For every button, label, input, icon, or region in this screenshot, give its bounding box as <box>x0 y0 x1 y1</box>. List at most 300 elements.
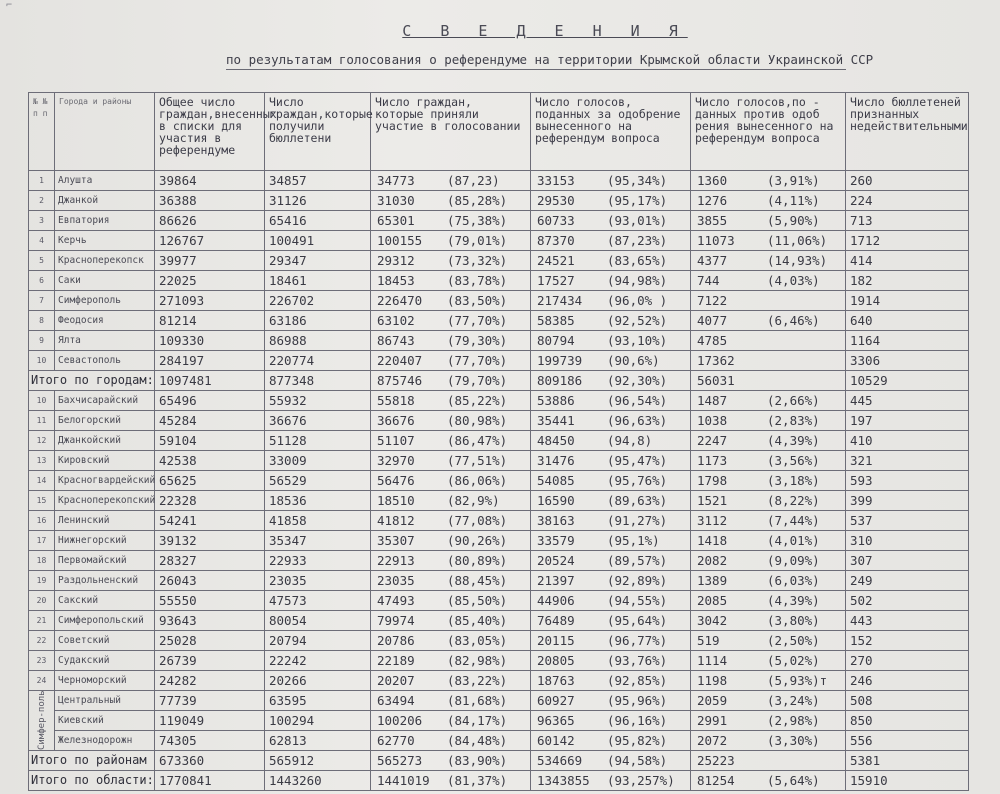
voted-percent: (86,47%) <box>447 433 508 448</box>
voted <box>371 571 531 591</box>
votes-against-percent: (2,66%) <box>767 393 820 408</box>
votes-against <box>691 291 846 311</box>
voted <box>371 211 531 231</box>
voted <box>371 631 531 651</box>
votes-against <box>691 631 846 651</box>
invalid-ballots: 15910 <box>846 771 969 791</box>
votes-against-percent: (5,90%) <box>767 213 820 228</box>
total-citizens: 39977 <box>155 251 265 271</box>
row-number: 14 <box>29 471 55 491</box>
votes-against-value: 81254 <box>697 773 735 788</box>
votes-for <box>531 211 691 231</box>
total-citizens: 74305 <box>155 731 265 751</box>
votes-against-percent: (9,09%) <box>767 553 820 568</box>
cities-total-row <box>29 371 969 391</box>
row-name: Джанкой <box>55 191 155 211</box>
votes-against-value: 1173 <box>697 453 728 468</box>
voted <box>371 731 531 751</box>
votes-for-percent: (92,89%) <box>607 573 668 588</box>
votes-against-percent: (11,06%) <box>767 233 828 248</box>
votes-against-value: 1198 <box>697 673 728 688</box>
total-citizens: 28327 <box>155 551 265 571</box>
votes-for <box>531 271 691 291</box>
votes-for-value: 20805 <box>537 653 575 668</box>
invalid-ballots: 443 <box>846 611 969 631</box>
ballots-received: 51128 <box>265 431 371 451</box>
votes-for <box>531 311 691 331</box>
district-row <box>29 471 969 491</box>
votes-for-value: 33579 <box>537 533 575 548</box>
district-row <box>29 511 969 531</box>
invalid-ballots: 537 <box>846 511 969 531</box>
votes-for <box>531 571 691 591</box>
votes-for-percent: (92,52%) <box>607 313 668 328</box>
voted <box>371 591 531 611</box>
votes-against <box>691 311 846 331</box>
votes-against <box>691 371 846 391</box>
voted-percent: (77,08%) <box>447 513 508 528</box>
votes-for <box>531 371 691 391</box>
votes-against-percent: (3,18%) <box>767 473 820 488</box>
city-row <box>29 231 969 251</box>
invalid-ballots: 713 <box>846 211 969 231</box>
voted-percent: (83,90%) <box>447 753 508 768</box>
votes-for-value: 96365 <box>537 713 575 728</box>
row-number: 10 <box>29 351 55 371</box>
col-number-header: № № п п <box>29 93 55 171</box>
voted-percent: (79,70%) <box>447 373 508 388</box>
invalid-ballots: 399 <box>846 491 969 511</box>
row-number: 13 <box>29 451 55 471</box>
votes-against <box>691 171 846 191</box>
voted-percent: (79,01%) <box>447 233 508 248</box>
votes-against-value: 2059 <box>697 693 728 708</box>
ballots-received: 20794 <box>265 631 371 651</box>
ballots-received: 18536 <box>265 491 371 511</box>
ballots-received: 34857 <box>265 171 371 191</box>
invalid-ballots: 414 <box>846 251 969 271</box>
votes-against <box>691 731 846 751</box>
voted <box>371 311 531 331</box>
voted-value: 226470 <box>377 293 423 308</box>
col-voted-header: Число граждан, которые приняли участие в голосовании <box>371 93 531 171</box>
votes-against-percent: (3,80%) <box>767 613 820 628</box>
region-total-row <box>29 771 969 791</box>
votes-for-percent: (95,82%) <box>607 733 668 748</box>
total-citizens: 673360 <box>155 751 265 771</box>
votes-against <box>691 431 846 451</box>
row-name: Раздольненский <box>55 571 155 591</box>
votes-against-value: 1389 <box>697 573 728 588</box>
voted <box>371 651 531 671</box>
votes-for <box>531 651 691 671</box>
total-citizens: 77739 <box>155 691 265 711</box>
votes-for-value: 24521 <box>537 253 575 268</box>
votes-for-percent: (87,23%) <box>607 233 668 248</box>
ballots-received: 65416 <box>265 211 371 231</box>
votes-against-value: 1360 <box>697 173 728 188</box>
ballots-received: 18461 <box>265 271 371 291</box>
total-citizens: 1770841 <box>155 771 265 791</box>
total-citizens: 93643 <box>155 611 265 631</box>
total-citizens: 45284 <box>155 411 265 431</box>
ballots-received: 877348 <box>265 371 371 391</box>
votes-against-percent: (8,22%) <box>767 493 820 508</box>
corner-mark: ⌐ <box>6 0 13 11</box>
votes-for-percent: (95,47%) <box>607 453 668 468</box>
voted-percent: (86,06%) <box>447 473 508 488</box>
voted-value: 18453 <box>377 273 415 288</box>
votes-against <box>691 531 846 551</box>
total-label: Итого по области: <box>29 771 155 791</box>
votes-for-percent: (93,10%) <box>607 333 668 348</box>
voted-percent: (83,22%) <box>447 673 508 688</box>
votes-against-value: 744 <box>697 273 720 288</box>
votes-for <box>531 751 691 771</box>
total-citizens: 1097481 <box>155 371 265 391</box>
voted <box>371 671 531 691</box>
votes-for-percent: (94,58%) <box>607 753 668 768</box>
voted <box>371 171 531 191</box>
voted-percent: (75,38%) <box>447 213 508 228</box>
votes-for <box>531 471 691 491</box>
votes-for <box>531 451 691 471</box>
votes-against-value: 1798 <box>697 473 728 488</box>
row-name: Керчь <box>55 231 155 251</box>
ballots-received: 23035 <box>265 571 371 591</box>
invalid-ballots: 307 <box>846 551 969 571</box>
total-citizens: 284197 <box>155 351 265 371</box>
row-name: Нижнегорский <box>55 531 155 551</box>
voted <box>371 611 531 631</box>
ballots-received: 100491 <box>265 231 371 251</box>
votes-against-value: 2072 <box>697 733 728 748</box>
votes-against-value: 1114 <box>697 653 728 668</box>
votes-against <box>691 671 846 691</box>
ballots-received: 41858 <box>265 511 371 531</box>
votes-for <box>531 231 691 251</box>
ballots-received: 33009 <box>265 451 371 471</box>
voted <box>371 371 531 391</box>
row-name: Ленинский <box>55 511 155 531</box>
invalid-ballots: 502 <box>846 591 969 611</box>
voted <box>371 771 531 791</box>
votes-against-percent: (4,39%) <box>767 433 820 448</box>
voted-value: 41812 <box>377 513 415 528</box>
row-name: Евпатория <box>55 211 155 231</box>
votes-against-percent: (3,91%) <box>767 173 820 188</box>
votes-against-value: 2991 <box>697 713 728 728</box>
ballots-received: 63186 <box>265 311 371 331</box>
votes-for-value: 1343855 <box>537 773 590 788</box>
row-number: 3 <box>29 211 55 231</box>
votes-for <box>531 611 691 631</box>
row-number: 11 <box>29 411 55 431</box>
total-citizens: 119049 <box>155 711 265 731</box>
invalid-ballots: 321 <box>846 451 969 471</box>
voted <box>371 471 531 491</box>
row-name: Первомайский <box>55 551 155 571</box>
results-table <box>28 92 969 791</box>
ballots-received: 47573 <box>265 591 371 611</box>
invalid-ballots: 152 <box>846 631 969 651</box>
district-row <box>29 731 969 751</box>
votes-against-value: 2082 <box>697 553 728 568</box>
city-row <box>29 291 969 311</box>
votes-against-percent: (4,01%) <box>767 533 820 548</box>
ballots-received: 36676 <box>265 411 371 431</box>
votes-against <box>691 231 846 251</box>
votes-for-value: 38163 <box>537 513 575 528</box>
votes-for-percent: (93,01%) <box>607 213 668 228</box>
ballots-received: 1443260 <box>265 771 371 791</box>
voted-percent: (80,98%) <box>447 413 508 428</box>
voted-value: 22913 <box>377 553 415 568</box>
ballots-received: 63595 <box>265 691 371 711</box>
voted-value: 35307 <box>377 533 415 548</box>
votes-for-value: 17527 <box>537 273 575 288</box>
votes-against-percent: (5,93%)т <box>767 673 828 688</box>
votes-against-percent: (14,93%) <box>767 253 828 268</box>
row-number: 22 <box>29 631 55 651</box>
voted-value: 86743 <box>377 333 415 348</box>
invalid-ballots: 593 <box>846 471 969 491</box>
invalid-ballots: 556 <box>846 731 969 751</box>
votes-for <box>531 291 691 311</box>
row-name: Белогорский <box>55 411 155 431</box>
votes-for-percent: (96,63%) <box>607 413 668 428</box>
city-row <box>29 271 969 291</box>
votes-for-value: 60733 <box>537 213 575 228</box>
voted-value: 565273 <box>377 753 423 768</box>
invalid-ballots: 3306 <box>846 351 969 371</box>
votes-against-value: 1418 <box>697 533 728 548</box>
voted-value: 29312 <box>377 253 415 268</box>
votes-against <box>691 551 846 571</box>
votes-against-value: 1276 <box>697 193 728 208</box>
votes-against <box>691 571 846 591</box>
votes-for-percent: (95,64%) <box>607 613 668 628</box>
votes-against-value: 4077 <box>697 313 728 328</box>
votes-against <box>691 351 846 371</box>
row-name: Киевский <box>55 711 155 731</box>
votes-against <box>691 471 846 491</box>
ballots-received: 22242 <box>265 651 371 671</box>
votes-against-percent: (4,03%) <box>767 273 820 288</box>
votes-against <box>691 211 846 231</box>
votes-against <box>691 751 846 771</box>
city-row <box>29 171 969 191</box>
votes-against-value: 3112 <box>697 513 728 528</box>
votes-for-percent: (95,34%) <box>607 173 668 188</box>
voted <box>371 711 531 731</box>
votes-for <box>531 171 691 191</box>
invalid-ballots: 224 <box>846 191 969 211</box>
invalid-ballots: 445 <box>846 391 969 411</box>
voted-value: 1441019 <box>377 773 430 788</box>
voted-value: 32970 <box>377 453 415 468</box>
votes-for-value: 48450 <box>537 433 575 448</box>
row-number: 10 <box>29 391 55 411</box>
voted <box>371 271 531 291</box>
ballots-received: 226702 <box>265 291 371 311</box>
votes-for-value: 87370 <box>537 233 575 248</box>
votes-for-percent: (89,57%) <box>607 553 668 568</box>
total-citizens: 55550 <box>155 591 265 611</box>
votes-against-percent: (5,02%) <box>767 653 820 668</box>
district-row <box>29 671 969 691</box>
row-name: Красноперекопск <box>55 251 155 271</box>
votes-for <box>531 591 691 611</box>
voted <box>371 431 531 451</box>
voted <box>371 551 531 571</box>
voted-percent: (83,05%) <box>447 633 508 648</box>
voted-percent: (80,89%) <box>447 553 508 568</box>
ballots-received: 100294 <box>265 711 371 731</box>
district-row <box>29 431 969 451</box>
voted-value: 63102 <box>377 313 415 328</box>
votes-against-value: 7122 <box>697 293 728 308</box>
ballots-received: 80054 <box>265 611 371 631</box>
votes-against <box>691 451 846 471</box>
district-row <box>29 551 969 571</box>
votes-for <box>531 331 691 351</box>
invalid-ballots: 410 <box>846 431 969 451</box>
voted-value: 34773 <box>377 173 415 188</box>
votes-against-value: 1487 <box>697 393 728 408</box>
voted <box>371 391 531 411</box>
total-citizens: 54241 <box>155 511 265 531</box>
votes-for-value: 58385 <box>537 313 575 328</box>
votes-for-value: 16590 <box>537 493 575 508</box>
ballots-received: 29347 <box>265 251 371 271</box>
row-name: Саки <box>55 271 155 291</box>
total-citizens: 39864 <box>155 171 265 191</box>
row-number: 21 <box>29 611 55 631</box>
voted-percent: (84,17%) <box>447 713 508 728</box>
total-citizens: 22328 <box>155 491 265 511</box>
votes-for <box>531 631 691 651</box>
voted-percent: (85,22%) <box>447 393 508 408</box>
votes-for <box>531 511 691 531</box>
votes-against-percent: (2,83%) <box>767 413 820 428</box>
votes-against-value: 11073 <box>697 233 735 248</box>
voted-percent: (90,26%) <box>447 533 508 548</box>
voted <box>371 291 531 311</box>
voted-percent: (85,40%) <box>447 613 508 628</box>
voted-value: 23035 <box>377 573 415 588</box>
votes-for-percent: (95,1%) <box>607 533 660 548</box>
row-name: Красноперекопский <box>55 491 155 511</box>
row-name: Ялта <box>55 331 155 351</box>
votes-for-value: 18763 <box>537 673 575 688</box>
votes-against-value: 25223 <box>697 753 735 768</box>
district-row <box>29 591 969 611</box>
districts-total-row <box>29 751 969 771</box>
votes-for-value: 199739 <box>537 353 583 368</box>
votes-against <box>691 271 846 291</box>
votes-for-percent: (94,98%) <box>607 273 668 288</box>
votes-for-percent: (92,85%) <box>607 673 668 688</box>
voted-value: 36676 <box>377 413 415 428</box>
voted-value: 22189 <box>377 653 415 668</box>
invalid-ballots: 5381 <box>846 751 969 771</box>
voted-percent: (82,9%) <box>447 493 500 508</box>
ballots-received: 31126 <box>265 191 371 211</box>
votes-for-value: 44906 <box>537 593 575 608</box>
votes-for <box>531 711 691 731</box>
row-name: Центральный <box>55 691 155 711</box>
invalid-ballots: 310 <box>846 531 969 551</box>
voted-value: 20786 <box>377 633 415 648</box>
votes-for <box>531 691 691 711</box>
document-subtitle: по результатам голосования о референдуме на территории Крымской области Украинской ССР <box>226 52 846 70</box>
votes-for <box>531 431 691 451</box>
row-number: 18 <box>29 551 55 571</box>
voted <box>371 531 531 551</box>
ballots-received: 20266 <box>265 671 371 691</box>
row-name: Красногвардейский <box>55 471 155 491</box>
votes-for-value: 217434 <box>537 293 583 308</box>
votes-against-percent: (4,39%) <box>767 593 820 608</box>
votes-for <box>531 731 691 751</box>
votes-for-value: 33153 <box>537 173 575 188</box>
invalid-ballots: 508 <box>846 691 969 711</box>
votes-against-value: 3042 <box>697 613 728 628</box>
row-number: 1 <box>29 171 55 191</box>
ballots-received: 86988 <box>265 331 371 351</box>
district-row <box>29 651 969 671</box>
votes-for-value: 53886 <box>537 393 575 408</box>
votes-against-value: 2247 <box>697 433 728 448</box>
col-received-header: Число граждан,которые получили бюллетени <box>265 93 371 171</box>
invalid-ballots: 850 <box>846 711 969 731</box>
row-number: 2 <box>29 191 55 211</box>
votes-for-value: 76489 <box>537 613 575 628</box>
district-row <box>29 691 969 711</box>
votes-for-percent: (89,63%) <box>607 493 668 508</box>
district-row <box>29 531 969 551</box>
voted <box>371 351 531 371</box>
total-citizens: 24282 <box>155 671 265 691</box>
voted-value: 220407 <box>377 353 423 368</box>
invalid-ballots: 182 <box>846 271 969 291</box>
voted-percent: (77,70%) <box>447 353 508 368</box>
invalid-ballots: 10529 <box>846 371 969 391</box>
city-row <box>29 331 969 351</box>
voted <box>371 411 531 431</box>
votes-against-percent: (2,50%) <box>767 633 820 648</box>
votes-for-percent: (83,65%) <box>607 253 668 268</box>
total-citizens: 36388 <box>155 191 265 211</box>
invalid-ballots: 249 <box>846 571 969 591</box>
invalid-ballots: 640 <box>846 311 969 331</box>
voted-value: 65301 <box>377 213 415 228</box>
row-name: Судакский <box>55 651 155 671</box>
row-number: 16 <box>29 511 55 531</box>
votes-for-percent: (93,257%) <box>607 773 675 788</box>
voted-percent: (88,45%) <box>447 573 508 588</box>
ballots-received: 22933 <box>265 551 371 571</box>
total-citizens: 86626 <box>155 211 265 231</box>
voted-value: 79974 <box>377 613 415 628</box>
voted <box>371 251 531 271</box>
ballots-received: 55932 <box>265 391 371 411</box>
city-row <box>29 191 969 211</box>
votes-for <box>531 671 691 691</box>
votes-for-percent: (95,76%) <box>607 473 668 488</box>
ballots-received: 35347 <box>265 531 371 551</box>
